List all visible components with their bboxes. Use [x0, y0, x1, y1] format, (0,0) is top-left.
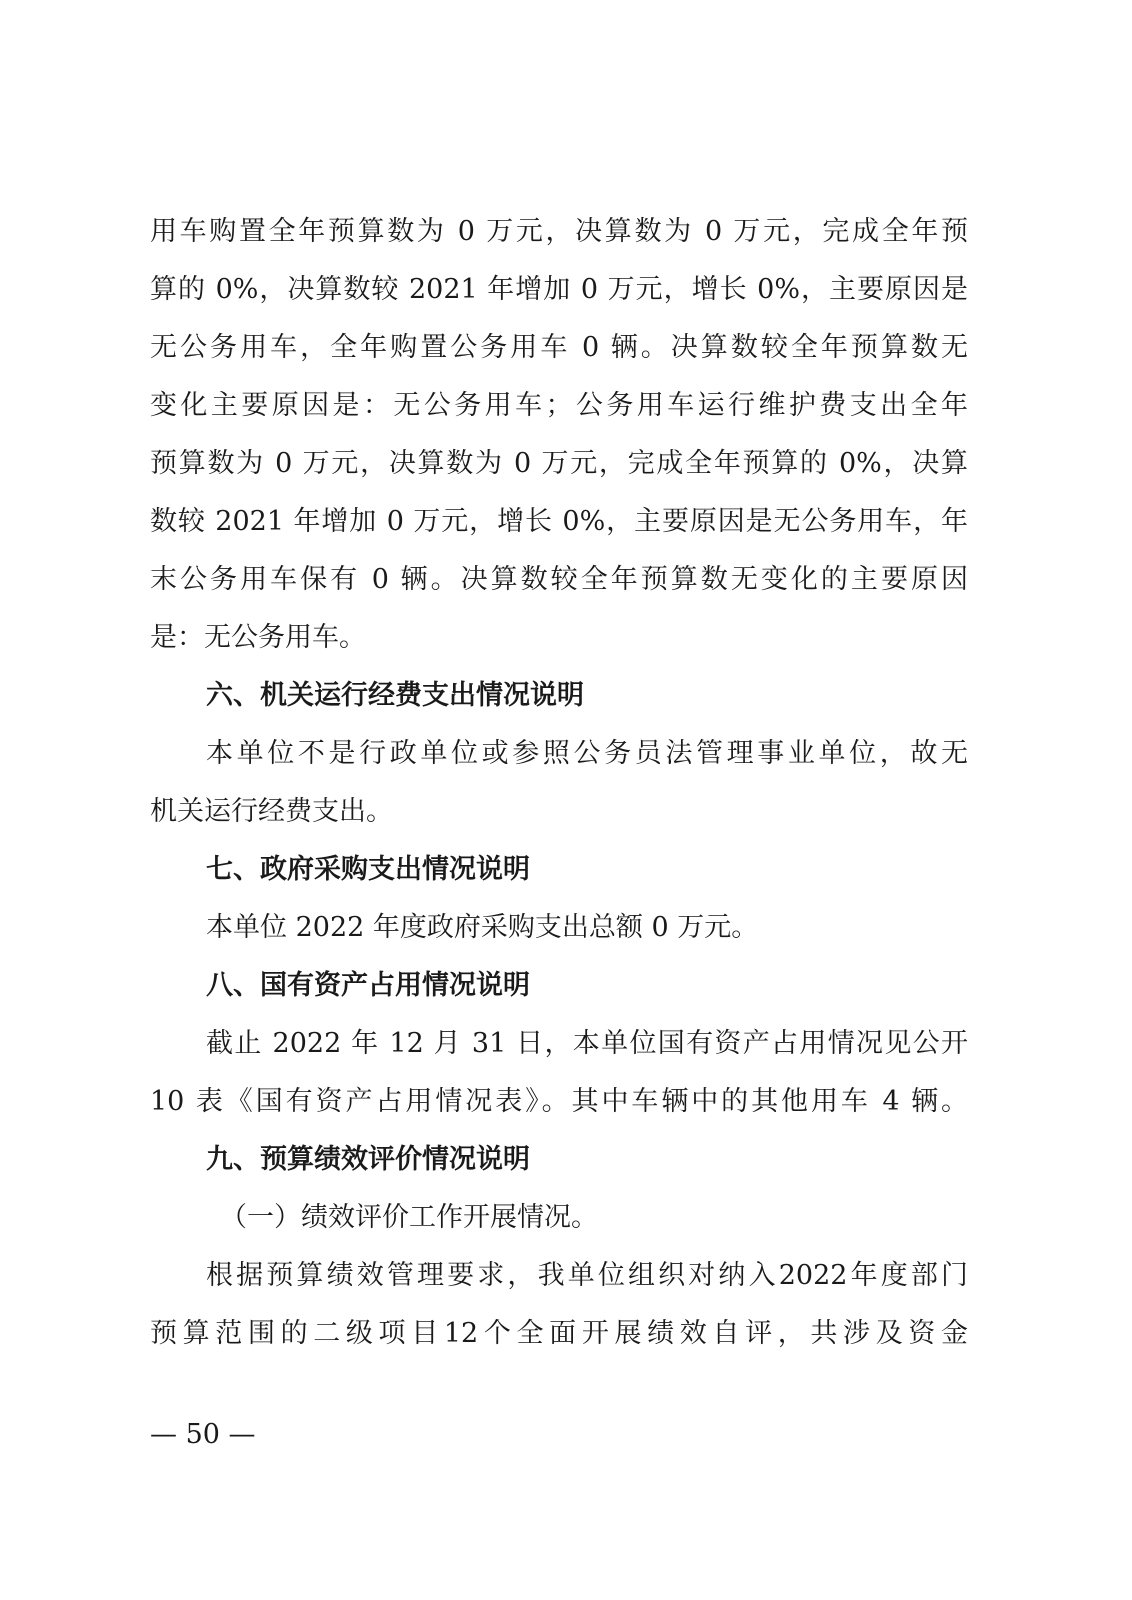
text-line: 本单位 2022 年度政府采购支出总额 0 万元。 [206, 912, 759, 943]
text-line: 预算数为 0 万元，决算数为 0 万元，完成全年预算的 0%，决算 [150, 448, 968, 479]
vehicle-expense-paragraph [150, 203, 968, 667]
text-line: 10 表《国有资产占用情况表》。其中车辆中的其他用车 4 辆。 [150, 1086, 968, 1117]
text-line: 算的 0%，决算数较 2021 年增加 0 万元，增长 0%，主要原因是 [150, 274, 968, 305]
text-line: 根据预算绩效管理要求，我单位组织对纳入2022年度部门 [206, 1260, 968, 1291]
text-line: 数较 2021 年增加 0 万元，增长 0%，主要原因是无公务用车，年 [150, 506, 968, 537]
text-line: 预算范围的二级项目12个全面开展绩效自评，共涉及资金 [150, 1318, 968, 1349]
text-line: 本单位不是行政单位或参照公务员法管理事业单位，故无 [206, 738, 968, 769]
section-operating-expenses [150, 667, 968, 841]
section-government-procurement [150, 841, 968, 957]
text-line: 末公务用车保有 0 辆。决算数较全年预算数无变化的主要原因 [150, 564, 968, 595]
page-number: — 50 — [150, 1419, 256, 1450]
text-line: 用车购置全年预算数为 0 万元，决算数为 0 万元，完成全年预 [150, 216, 968, 247]
text-line: 截止 2022 年 12 月 31 日，本单位国有资产占用情况见公开 [206, 1028, 968, 1059]
text-line: 变化主要原因是：无公务用车；公务用车运行维护费支出全年 [150, 390, 968, 421]
section-heading: 七、政府采购支出情况说明 [206, 854, 530, 885]
subsection-heading: （一）绩效评价工作开展情况。 [220, 1202, 598, 1233]
text-line: 无公务用车，全年购置公务用车 0 辆。决算数较全年预算数无 [150, 332, 968, 363]
section-state-assets [150, 957, 968, 1131]
page-body [150, 203, 968, 1363]
section-heading: 六、机关运行经费支出情况说明 [206, 680, 584, 711]
text-line: 是：无公务用车。 [150, 622, 366, 653]
section-performance-evaluation [150, 1131, 968, 1363]
text-line: 机关运行经费支出。 [150, 796, 393, 827]
section-heading: 八、国有资产占用情况说明 [206, 970, 530, 1001]
section-heading: 九、预算绩效评价情况说明 [206, 1144, 530, 1175]
